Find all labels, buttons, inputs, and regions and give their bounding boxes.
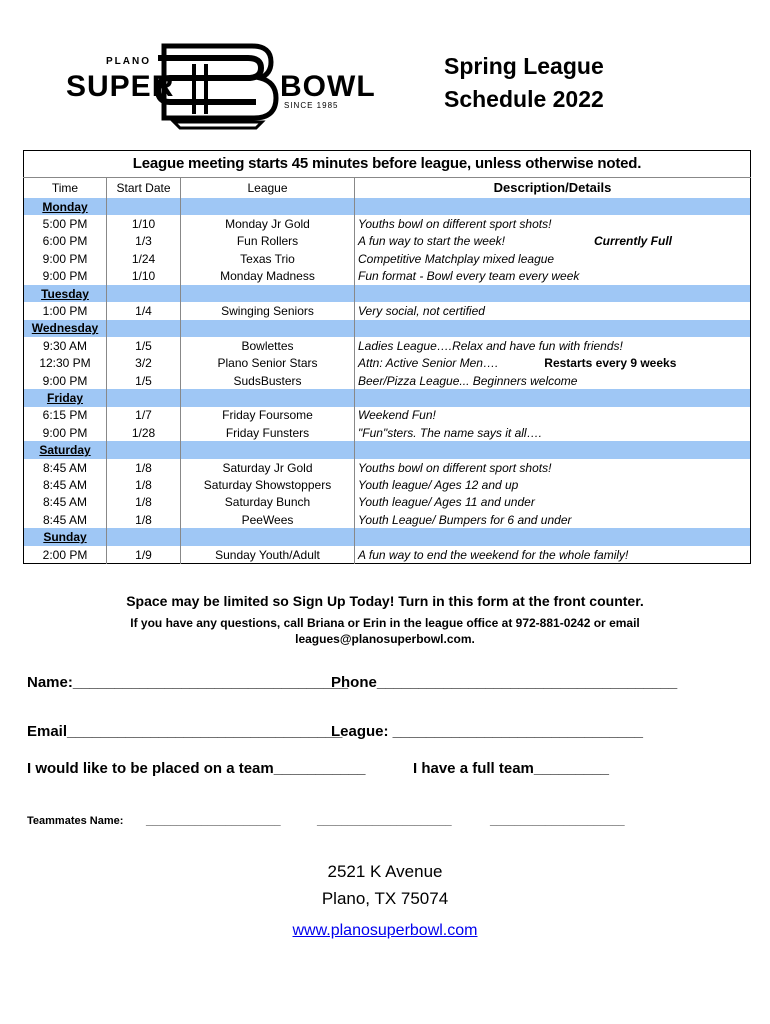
row-description: Very social, not certified bbox=[358, 304, 485, 319]
table-row bbox=[24, 407, 751, 424]
row-start-date: 1/9 bbox=[107, 546, 181, 564]
website-link[interactable]: www.planosuperbowl.com bbox=[292, 922, 478, 939]
row-league: SudsBusters bbox=[181, 372, 355, 389]
row-league: Sunday Youth/Adult bbox=[181, 546, 355, 564]
day-fill bbox=[355, 320, 751, 337]
row-description-cell bbox=[355, 424, 751, 441]
row-start-date: 1/5 bbox=[107, 337, 181, 354]
day-name: Wednesday bbox=[24, 320, 107, 337]
contact-line-2: leagues@planosuperbowl.com. bbox=[295, 632, 475, 646]
row-description: Youths bowl on different sport shots! bbox=[358, 217, 552, 232]
row-description-cell bbox=[355, 233, 751, 250]
plano-super-bowl-logo bbox=[66, 44, 376, 130]
teammate-line-3[interactable]: ______________________ bbox=[490, 815, 625, 827]
row-time: 8:45 AM bbox=[42, 495, 88, 510]
svg-text:PLANO: PLANO bbox=[106, 56, 151, 67]
teammates-label: Teammates Name: bbox=[27, 815, 124, 827]
contact-line-1: If you have any questions, call Briana or Erin in the league office at 972-881-0242 or email bbox=[130, 616, 640, 630]
day-row bbox=[24, 528, 751, 545]
row-description: Competitive Matchplay mixed league bbox=[358, 251, 555, 266]
row-league: Friday Funsters bbox=[181, 424, 355, 441]
row-time: 8:45 AM bbox=[42, 477, 88, 492]
row-league: Swinging Seniors bbox=[181, 302, 355, 319]
header-league: League bbox=[181, 178, 355, 199]
header-row bbox=[24, 178, 751, 199]
row-start-date: 1/28 bbox=[107, 424, 181, 441]
signup-headline: Space may be limited so Sign Up Today! Turn in this form at the front counter. bbox=[126, 593, 644, 609]
row-start-date: 1/5 bbox=[107, 372, 181, 389]
league-field[interactable]: League: ______________________________ bbox=[331, 723, 643, 740]
row-league: Bowlettes bbox=[181, 337, 355, 354]
table-row bbox=[24, 302, 751, 319]
row-start-date: 1/10 bbox=[107, 215, 181, 232]
table-row bbox=[24, 372, 751, 389]
table-row bbox=[24, 268, 751, 285]
address-street: 2521 K Avenue bbox=[327, 862, 443, 881]
row-time: 9:00 PM bbox=[42, 373, 88, 388]
row-description-cell bbox=[355, 250, 751, 267]
row-league: Saturday Bunch bbox=[181, 494, 355, 511]
day-fill bbox=[181, 389, 355, 406]
email-field[interactable]: Email_________________________________ bbox=[27, 723, 343, 740]
table-row bbox=[24, 494, 751, 511]
row-league: Saturday Jr Gold bbox=[181, 459, 355, 476]
row-time: 9:00 PM bbox=[42, 269, 88, 284]
row-description: A fun way to end the weekend for the whole family! bbox=[358, 547, 629, 562]
row-start-date: 1/8 bbox=[107, 459, 181, 476]
svg-text:SUPER: SUPER bbox=[66, 70, 175, 103]
row-league: Plano Senior Stars bbox=[181, 355, 355, 372]
row-time: 8:45 AM bbox=[42, 460, 88, 475]
row-description: Youth league/ Ages 11 and under bbox=[358, 495, 535, 510]
row-description-cell bbox=[355, 511, 751, 528]
row-description-cell bbox=[355, 476, 751, 493]
day-row bbox=[24, 285, 751, 302]
row-description: Youth League/ Bumpers for 6 and under bbox=[358, 512, 572, 527]
row-description-cell bbox=[355, 215, 751, 232]
row-league: Monday Jr Gold bbox=[181, 215, 355, 232]
table-row bbox=[24, 476, 751, 493]
row-description-cell bbox=[355, 302, 751, 319]
row-time: 9:00 PM bbox=[42, 251, 88, 266]
day-fill bbox=[181, 528, 355, 545]
row-start-date: 3/2 bbox=[107, 355, 181, 372]
row-league: Monday Madness bbox=[181, 268, 355, 285]
row-time: 6:00 PM bbox=[42, 234, 88, 249]
svg-text:BOWL: BOWL bbox=[280, 70, 376, 103]
day-fill bbox=[355, 389, 751, 406]
teammate-line-2[interactable]: ______________________ bbox=[317, 815, 452, 827]
table-row bbox=[24, 233, 751, 250]
row-description: Beer/Pizza League... Beginners welcome bbox=[358, 373, 578, 388]
row-start-date: 1/4 bbox=[107, 302, 181, 319]
row-description: Fun format - Bowl every team every week bbox=[358, 269, 580, 284]
row-description: Ladies League….Relax and have fun with friends! bbox=[358, 338, 623, 353]
row-league: PeeWees bbox=[181, 511, 355, 528]
row-time: 5:00 PM bbox=[42, 217, 88, 232]
row-note: Currently Full bbox=[593, 234, 672, 249]
row-league: Fun Rollers bbox=[181, 233, 355, 250]
day-fill bbox=[107, 285, 181, 302]
header-description: Description/Details bbox=[355, 178, 751, 199]
row-league: Saturday Showstoppers bbox=[181, 476, 355, 493]
table-row bbox=[24, 459, 751, 476]
table-row bbox=[24, 424, 751, 441]
header-time: Time bbox=[51, 181, 79, 195]
table-row bbox=[24, 511, 751, 528]
row-start-date: 1/3 bbox=[107, 233, 181, 250]
row-description-cell bbox=[355, 372, 751, 389]
row-description-cell bbox=[355, 355, 751, 372]
day-fill bbox=[107, 320, 181, 337]
row-time: 8:45 AM bbox=[42, 512, 88, 527]
row-start-date: 1/8 bbox=[107, 511, 181, 528]
table-row bbox=[24, 355, 751, 372]
row-description: Youth league/ Ages 12 and up bbox=[358, 477, 519, 492]
day-fill bbox=[355, 285, 751, 302]
schedule-banner: League meeting starts 45 minutes before league, unless otherwise noted. bbox=[24, 151, 751, 178]
row-time: 9:00 PM bbox=[42, 425, 88, 440]
row-start-date: 1/24 bbox=[107, 250, 181, 267]
title-line-2: Schedule 2022 bbox=[444, 86, 604, 112]
row-description-cell bbox=[355, 407, 751, 424]
row-note: Restarts every 9 weeks bbox=[544, 356, 677, 371]
day-fill bbox=[355, 198, 751, 215]
day-row bbox=[24, 389, 751, 406]
phone-field[interactable]: Phone____________________________________ bbox=[331, 674, 678, 691]
table-row bbox=[24, 215, 751, 232]
day-fill bbox=[107, 441, 181, 458]
row-description-cell bbox=[355, 546, 751, 564]
day-row bbox=[24, 441, 751, 458]
row-description: "Fun"sters. The name says it all…. bbox=[358, 425, 542, 440]
svg-text:SINCE 1985: SINCE 1985 bbox=[284, 101, 339, 110]
team-placement-field[interactable]: I would like to be placed on a team___________ bbox=[27, 760, 366, 777]
page-title bbox=[444, 50, 604, 116]
day-row bbox=[24, 198, 751, 215]
row-league: Texas Trio bbox=[181, 250, 355, 267]
teammate-line-1[interactable]: ______________________ bbox=[146, 815, 281, 827]
row-description: Youths bowl on different sport shots! bbox=[358, 460, 552, 475]
name-field[interactable]: Name:_________________________________ bbox=[27, 674, 349, 691]
day-fill bbox=[181, 441, 355, 458]
row-description-cell bbox=[355, 459, 751, 476]
table-row bbox=[24, 250, 751, 267]
day-name: Friday bbox=[24, 389, 107, 406]
full-team-field[interactable]: I have a full team_________ bbox=[413, 760, 609, 777]
row-time: 2:00 PM bbox=[42, 547, 88, 562]
day-fill bbox=[107, 198, 181, 215]
row-time: 9:30 AM bbox=[42, 338, 88, 353]
day-fill bbox=[181, 198, 355, 215]
day-fill bbox=[355, 441, 751, 458]
table-row bbox=[24, 337, 751, 354]
day-fill bbox=[107, 389, 181, 406]
day-fill bbox=[107, 528, 181, 545]
schedule-banner-row bbox=[24, 151, 751, 178]
row-start-date: 1/8 bbox=[107, 476, 181, 493]
day-row bbox=[24, 320, 751, 337]
row-description-cell bbox=[355, 268, 751, 285]
league-schedule-table bbox=[23, 150, 751, 564]
day-name: Tuesday bbox=[24, 285, 107, 302]
row-start-date: 1/10 bbox=[107, 268, 181, 285]
row-start-date: 1/8 bbox=[107, 494, 181, 511]
row-description-cell bbox=[355, 494, 751, 511]
row-description-cell bbox=[355, 337, 751, 354]
row-description: Attn: Active Senior Men…. bbox=[358, 356, 499, 371]
title-line-1: Spring League bbox=[444, 53, 604, 79]
address-city: Plano, TX 75074 bbox=[321, 889, 449, 908]
row-description: A fun way to start the week! bbox=[358, 234, 505, 249]
row-league: Friday Foursome bbox=[181, 407, 355, 424]
day-name: Monday bbox=[24, 198, 107, 215]
row-start-date: 1/7 bbox=[107, 407, 181, 424]
day-name: Sunday bbox=[24, 528, 107, 545]
table-row bbox=[24, 546, 751, 564]
day-fill bbox=[181, 285, 355, 302]
day-name: Saturday bbox=[24, 441, 107, 458]
row-time: 12:30 PM bbox=[39, 356, 91, 371]
header-start-date: Start Date bbox=[107, 178, 181, 199]
day-fill bbox=[181, 320, 355, 337]
row-description: Weekend Fun! bbox=[358, 408, 436, 423]
row-time: 6:15 PM bbox=[42, 408, 88, 423]
row-time: 1:00 PM bbox=[42, 304, 88, 319]
day-fill bbox=[355, 528, 751, 545]
